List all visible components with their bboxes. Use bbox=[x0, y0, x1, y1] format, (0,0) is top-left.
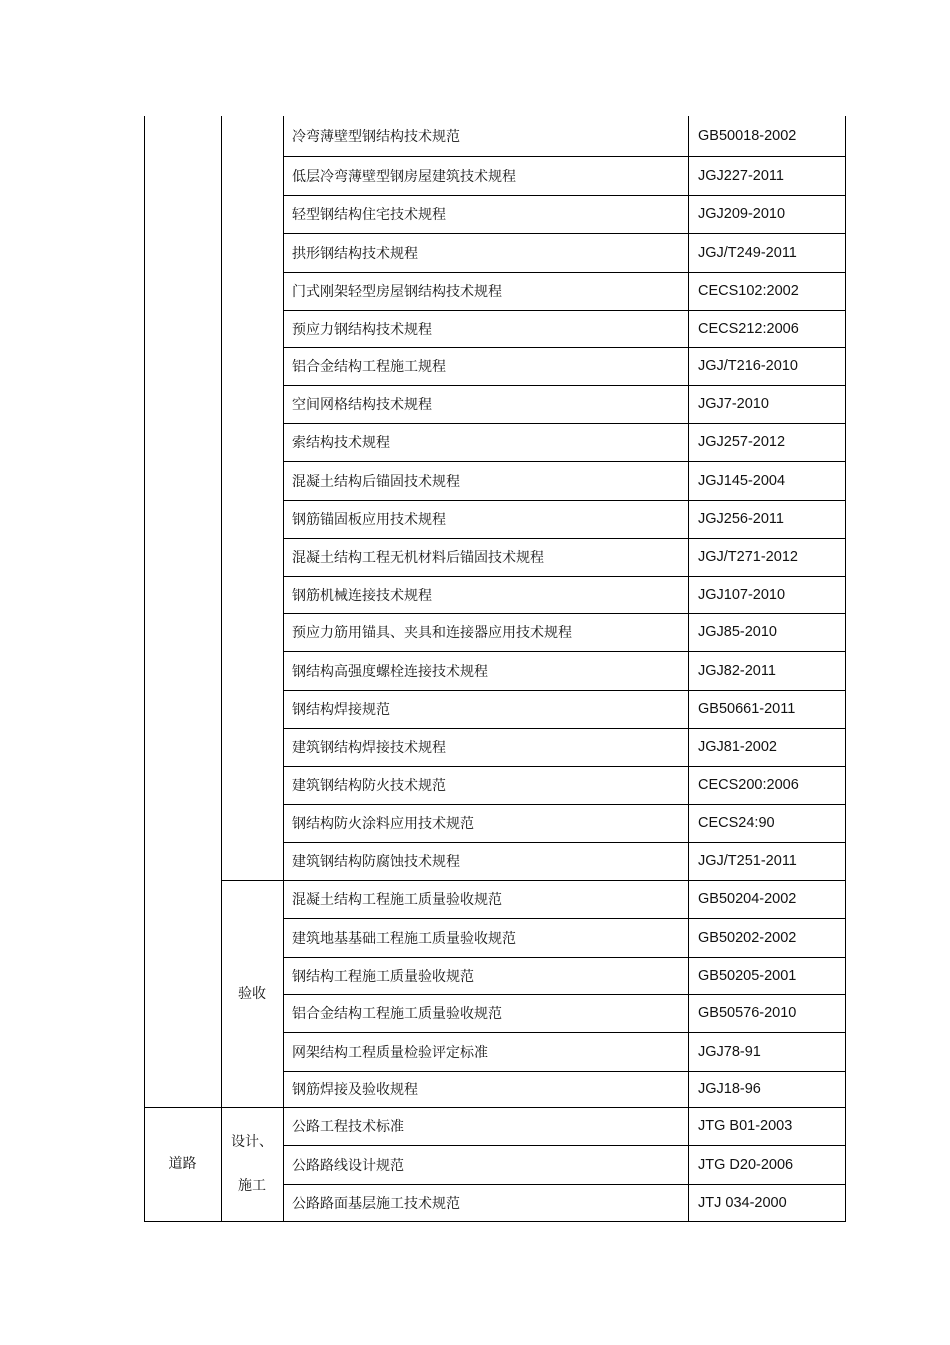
standard-code: JGJ/T251-2011 bbox=[698, 853, 797, 869]
standard-code: JGJ209-2010 bbox=[698, 206, 786, 222]
standard-name: 预应力钢结构技术规程 bbox=[292, 321, 432, 338]
standard-name: 钢结构焊接规范 bbox=[292, 702, 390, 718]
standard-name: 钢筋机械连接技术规程 bbox=[292, 587, 432, 604]
standard-name: 轻型钢结构住宅技术规程 bbox=[292, 207, 446, 223]
standard-name: 公路路面基层施工技术规范 bbox=[292, 1195, 460, 1212]
standard-name: 预应力筋用锚具、夹具和连接器应用技术规程 bbox=[292, 625, 572, 641]
standard-code: JGJ227-2011 bbox=[698, 167, 784, 184]
standard-name: 铝合金结构工程施工质量验收规范 bbox=[292, 1006, 502, 1022]
table-border-right bbox=[845, 116, 846, 1221]
standard-code: JGJ/T249-2011 bbox=[698, 244, 797, 261]
standard-code: JGJ/T216-2010 bbox=[698, 358, 798, 374]
category-label-road: 道路 bbox=[168, 1156, 197, 1172]
standard-name: 索结构技术规程 bbox=[292, 435, 390, 451]
standard-name: 铝合金结构工程施工规程 bbox=[292, 359, 446, 375]
table-border-left bbox=[144, 116, 145, 1221]
standard-name: 建筑地基基础工程施工质量验收规范 bbox=[292, 930, 516, 947]
standard-name: 建筑钢结构防火技术规范 bbox=[292, 778, 446, 794]
standard-code: GB50018-2002 bbox=[698, 128, 797, 144]
standard-code: JTG D20-2006 bbox=[698, 1156, 794, 1173]
subgroup-label-acceptance: 验收 bbox=[238, 985, 266, 1002]
standard-name: 钢结构工程施工质量验收规范 bbox=[292, 968, 474, 985]
standard-code: CECS212:2006 bbox=[698, 320, 799, 337]
standard-code: JGJ81-2002 bbox=[698, 739, 777, 755]
standard-code: JTJ 034-2000 bbox=[698, 1194, 787, 1211]
standard-code: CECS24:90 bbox=[698, 815, 775, 831]
standard-code: JTG B01-2003 bbox=[698, 1118, 793, 1134]
standard-name: 钢结构防火涂料应用技术规范 bbox=[292, 816, 474, 832]
standard-code: JGJ107-2010 bbox=[698, 586, 786, 603]
standard-code: JGJ18-96 bbox=[698, 1081, 761, 1097]
subgroup-label-line: 施工 bbox=[238, 1178, 266, 1194]
standard-name: 混凝土结构后锚固技术规程 bbox=[292, 473, 460, 490]
subgroup-label-design-construction bbox=[221, 1107, 283, 1221]
standard-code: JGJ78-91 bbox=[698, 1043, 761, 1060]
standard-name: 钢筋焊接及验收规程 bbox=[292, 1082, 418, 1098]
standard-name: 网架结构工程质量检验评定标准 bbox=[292, 1044, 488, 1061]
standard-name: 钢结构高强度螺栓连接技术规程 bbox=[292, 663, 488, 680]
standard-code: GB50661-2011 bbox=[698, 701, 796, 717]
column-divider-code bbox=[688, 116, 689, 1221]
standard-name: 建筑钢结构焊接技术规程 bbox=[292, 740, 446, 756]
column-divider-subgroup bbox=[283, 116, 284, 1221]
standard-code: GB50202-2002 bbox=[698, 929, 797, 946]
standard-name: 拱形钢结构技术规程 bbox=[292, 245, 418, 262]
standard-name: 冷弯薄壁型钢结构技术规范 bbox=[292, 129, 460, 145]
standard-code: JGJ85-2010 bbox=[698, 624, 777, 640]
standard-name: 公路工程技术标准 bbox=[292, 1119, 404, 1135]
standard-name: 低层冷弯薄壁型钢房屋建筑技术规程 bbox=[292, 168, 516, 185]
standard-name: 混凝土结构工程无机材料后锚固技术规程 bbox=[292, 550, 544, 566]
standard-code: GB50204-2002 bbox=[698, 891, 797, 907]
standard-name: 空间网格结构技术规程 bbox=[292, 397, 432, 413]
standard-code: GB50576-2010 bbox=[698, 1005, 797, 1021]
standard-code: JGJ257-2012 bbox=[698, 434, 786, 450]
standard-code: CECS200:2006 bbox=[698, 777, 799, 793]
standard-code: JGJ82-2011 bbox=[698, 662, 776, 679]
subgroup-label-line: 设计、 bbox=[231, 1134, 273, 1150]
standard-name: 混凝土结构工程施工质量验收规范 bbox=[292, 892, 502, 908]
standard-code: JGJ256-2011 bbox=[698, 511, 784, 527]
standard-code: CECS102:2002 bbox=[698, 283, 799, 299]
standard-code: JGJ7-2010 bbox=[698, 396, 769, 412]
standard-code: JGJ/T271-2012 bbox=[698, 549, 798, 565]
standard-code: GB50205-2001 bbox=[698, 967, 797, 984]
standard-name: 钢筋锚固板应用技术规程 bbox=[292, 512, 446, 528]
standard-name: 建筑钢结构防腐蚀技术规程 bbox=[292, 854, 460, 870]
row-divider bbox=[283, 1221, 846, 1222]
standard-name: 公路路线设计规范 bbox=[292, 1157, 404, 1174]
table-border-bottom bbox=[144, 1221, 283, 1222]
standard-name: 门式刚架轻型房屋钢结构技术规程 bbox=[292, 284, 502, 300]
standard-code: JGJ145-2004 bbox=[698, 472, 786, 489]
